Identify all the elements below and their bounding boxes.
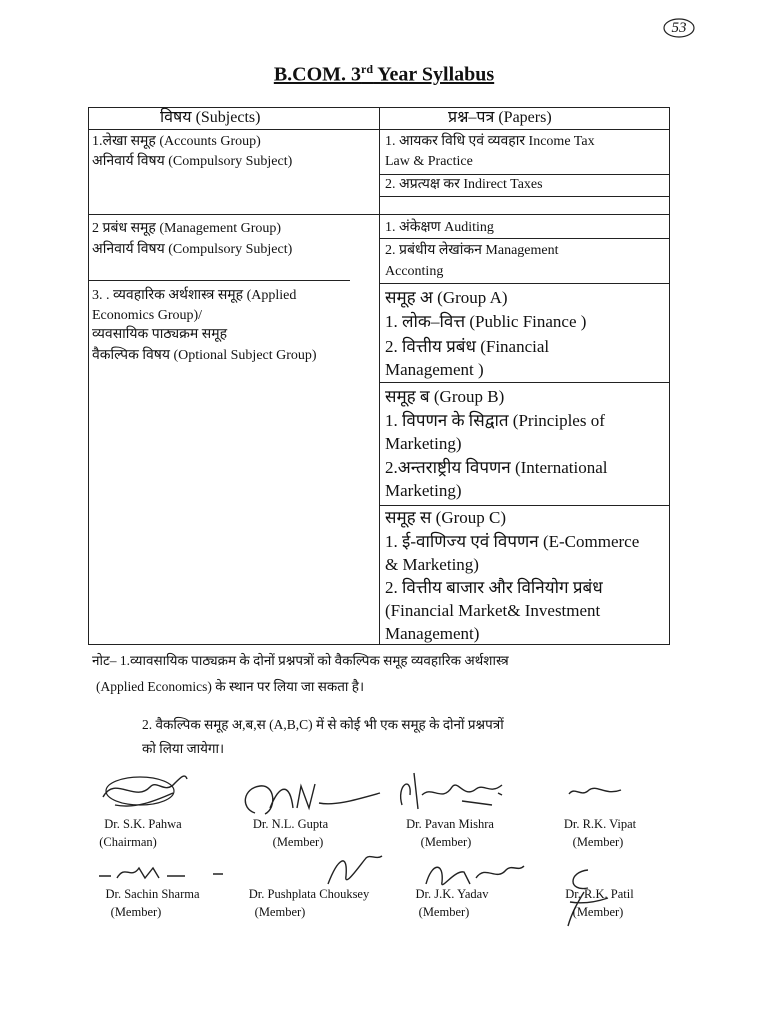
paper-line: (Financial Market& Investment [385, 601, 601, 620]
table-border-bottom [88, 644, 670, 645]
papers-row-divider-5 [379, 382, 670, 383]
subject-line: 3. . व्यवहारिक अर्थशास्त्र समूह (Applied [92, 288, 297, 303]
title-superscript: rd [361, 62, 374, 76]
signatory-name: Dr. J.K. Yadav [415, 887, 489, 901]
group-divider-2 [88, 280, 350, 281]
header-subjects: विषय (Subjects) [160, 109, 261, 126]
subject-line: वैकल्पिक विषय (Optional Subject Group) [92, 348, 317, 363]
subject-line: 2 प्रबंध समूह (Management Group) [92, 221, 282, 236]
signatory-role: (Member) [254, 905, 306, 919]
paper-line: 1. लोक–वित्त (Public Finance ) [385, 312, 587, 331]
subject-line: अनिवार्य विषय (Compulsory Subject) [92, 242, 293, 257]
group-c-heading: समूह स (Group C) [385, 508, 507, 527]
paper-line: Management ) [385, 360, 484, 379]
signatory-role: (Member) [418, 905, 470, 919]
note-1-line-2: (Applied Economics) के स्थान पर लिया जा सकता है। [96, 679, 365, 694]
signatory-name: Dr. R.K. Vipat [563, 817, 637, 831]
signatory-role: (Member) [420, 835, 472, 849]
signature-mishra [392, 765, 522, 820]
note-1-line-1: नोट– 1.व्यावसायिक पाठ्यक्रम के दोनों प्रश्नपत्रों को वैकल्पिक समूह व्यवहारिक अर्थशास्त्र [92, 653, 509, 668]
signatory-role: (Member) [272, 835, 324, 849]
papers-row-divider-3 [379, 238, 670, 239]
paper-line: & Marketing) [385, 555, 479, 574]
paper-line: Law & Practice [385, 154, 473, 169]
paper-line: 1. विपणन के सिद्वात (Principles of [385, 411, 605, 430]
subject-line: 1.लेखा समूह (Accounts Group) [92, 134, 261, 149]
subject-line: Economics Group)/ [92, 308, 203, 323]
papers-row-divider-4 [379, 283, 670, 284]
group-a-heading: समूह अ (Group A) [385, 288, 508, 307]
signatory-name: Dr. Sachin Sharma [105, 887, 200, 901]
subject-line: अनिवार्य विषय (Compulsory Subject) [92, 154, 293, 169]
note-2-line-2: को लिया जायेगा। [142, 741, 225, 756]
page-title [0, 62, 768, 87]
paper-line: Acconting [385, 264, 444, 279]
paper-line: 2. वित्तीय प्रबंध (Financial [385, 337, 550, 356]
signatory-role: (Member) [110, 905, 162, 919]
note-2-line-1: 2. वैकल्पिक समूह अ,ब,स (A,B,C) में से कोई भी एक समूह के दोनों प्रश्नपत्रों [142, 717, 504, 732]
paper-line: 2. अप्रत्यक्ष कर Indirect Taxes [385, 177, 543, 192]
signature-pahwa [95, 765, 195, 815]
title-rest: Year Syllabus [373, 63, 495, 86]
page-number [662, 16, 696, 40]
paper-line: Marketing) [385, 481, 462, 500]
signatory-name: Dr. Pavan Mishra [406, 817, 494, 831]
title-main: B.COM. 3 [273, 63, 362, 86]
signature-vipat [565, 780, 625, 805]
page-number-text: 53 [671, 19, 687, 36]
signatory-name: Dr. N.L. Gupta [252, 817, 329, 831]
paper-line: 1. अंकेक्षण Auditing [385, 220, 494, 235]
signature-sharma [95, 858, 245, 886]
group-b-heading: समूह ब (Group B) [385, 387, 505, 406]
papers-row-divider-1 [379, 174, 670, 175]
signatory-name: Dr. Pushplata Chouksey [248, 887, 370, 901]
table-column-divider [379, 107, 380, 644]
signatory-name: Dr. R.K. Patil [565, 887, 634, 901]
papers-row-divider-2 [379, 196, 670, 197]
paper-line: 1. ई-वाणिज्य एवं विपणन (E-Commerce [385, 532, 640, 551]
paper-line: 2.अन्तराष्ट्रीय विपणन (International [385, 458, 608, 477]
signature-chouksey [318, 848, 388, 890]
group-divider-1 [88, 214, 670, 215]
paper-line: 2. वित्तीय बाजार और विनियोग प्रबंध [385, 578, 603, 597]
paper-line: Marketing) [385, 434, 462, 453]
header-papers: प्रश्न–पत्र (Papers) [448, 109, 552, 126]
signatory-role: (Member) [572, 835, 624, 849]
subject-line: व्यवसायिक पाठ्यक्रम समूह [92, 327, 228, 342]
paper-line: 2. प्रबंधीय लेखांकन Management [385, 243, 559, 258]
signatory-role: (Chairman) [99, 835, 157, 849]
table-border-left [88, 107, 89, 644]
signatory-role: (Member) [572, 905, 624, 919]
paper-line: Management) [385, 624, 480, 643]
table-border-right [669, 107, 670, 644]
paper-line: 1. आयकर विधि एवं व्यवहार Income Tax [385, 134, 595, 149]
signatory-name: Dr. S.K. Pahwa [104, 817, 182, 831]
